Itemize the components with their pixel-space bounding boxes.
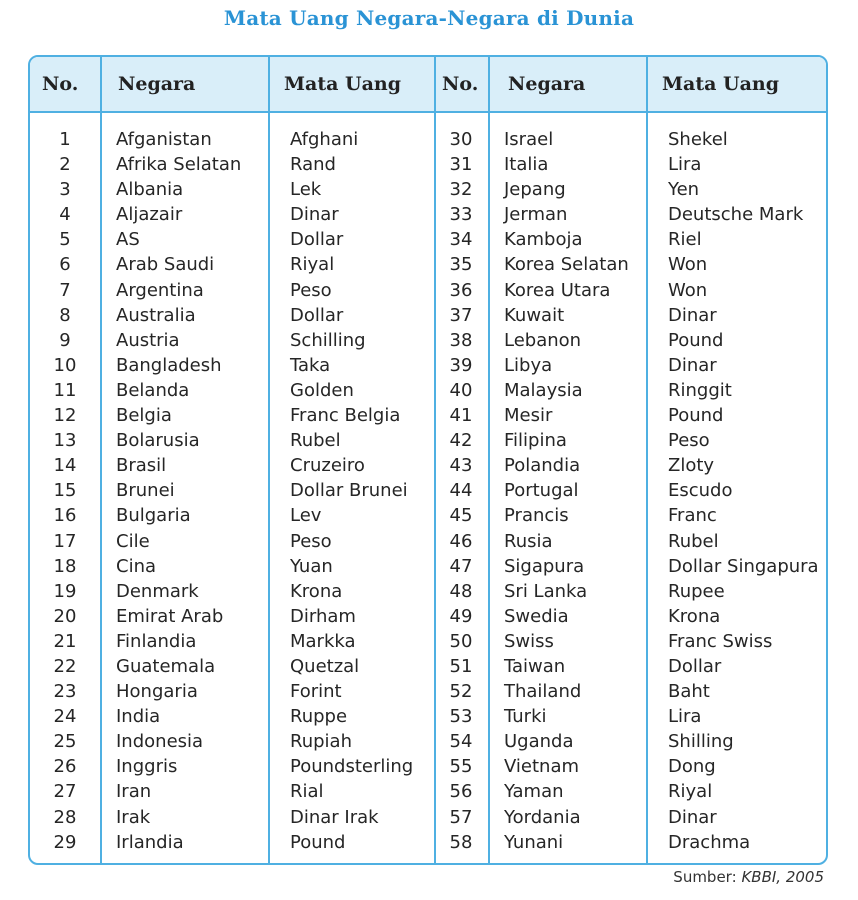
row-number: 56 xyxy=(449,781,473,803)
row-number: 33 xyxy=(449,204,473,226)
currency-name: Yuan xyxy=(290,555,333,577)
header-negara-left: Negara xyxy=(118,73,196,95)
row-number: 34 xyxy=(449,229,473,251)
currency-name: Yen xyxy=(668,179,700,201)
table-row xyxy=(30,805,826,830)
country-name: Finlandia xyxy=(116,630,197,652)
country-name: Belgia xyxy=(116,405,172,427)
currency-name: Krona xyxy=(290,580,343,602)
row-number: 6 xyxy=(59,254,71,276)
row-number: 28 xyxy=(53,806,77,828)
country-name: Rusia xyxy=(504,530,553,552)
row-number: 22 xyxy=(53,655,77,677)
row-number: 13 xyxy=(53,430,77,452)
country-name: India xyxy=(116,706,161,728)
table-row xyxy=(30,604,826,629)
country-name: Mesir xyxy=(504,405,553,427)
row-number: 3 xyxy=(59,179,71,201)
row-number: 11 xyxy=(53,379,77,401)
row-number: 2 xyxy=(59,154,71,176)
currency-name: Baht xyxy=(668,681,710,703)
currency-name: Peso xyxy=(290,279,332,301)
country-name: Kuwait xyxy=(504,304,565,326)
country-name: Emirat Arab xyxy=(116,605,224,627)
currency-name: Dollar xyxy=(668,655,722,677)
row-number: 46 xyxy=(449,530,473,552)
table-body xyxy=(30,127,826,855)
country-name: Sigapura xyxy=(504,555,585,577)
country-name: Guatemala xyxy=(116,655,216,677)
row-number: 30 xyxy=(449,129,473,150)
row-number: 44 xyxy=(449,480,473,502)
country-name: Brunei xyxy=(116,480,175,502)
currency-name: Dirham xyxy=(290,605,356,627)
table-row xyxy=(30,303,826,328)
table-row xyxy=(30,328,826,353)
currency-name: Quetzal xyxy=(290,655,360,677)
country-name: Inggris xyxy=(116,756,178,778)
row-number: 47 xyxy=(449,555,473,577)
country-name: Arab Saudi xyxy=(116,254,215,276)
currency-name: Dinar Irak xyxy=(290,806,379,828)
currency-name: Pound xyxy=(668,405,724,427)
header-negara-right: Negara xyxy=(508,73,586,95)
currency-name: Poundsterling xyxy=(290,756,414,778)
row-number: 26 xyxy=(53,756,77,778)
table-row xyxy=(30,252,826,277)
row-number: 4 xyxy=(59,204,71,226)
row-number: 25 xyxy=(53,731,77,753)
row-number: 31 xyxy=(449,154,473,176)
table-row xyxy=(30,554,826,579)
row-number: 17 xyxy=(53,530,77,552)
country-name: Denmark xyxy=(116,580,199,602)
table-row xyxy=(30,503,826,528)
currency-name: Dollar Brunei xyxy=(290,480,408,502)
row-number: 40 xyxy=(449,379,473,401)
currency-name: Lev xyxy=(290,505,322,527)
row-number: 15 xyxy=(53,480,77,502)
country-name: Iran xyxy=(116,781,152,803)
currency-name: Rupee xyxy=(668,580,725,602)
row-number: 39 xyxy=(449,354,473,376)
header-mata-uang-left: Mata Uang xyxy=(284,73,402,95)
currency-name: Peso xyxy=(668,430,710,452)
currency-name: Zloty xyxy=(668,455,715,477)
row-number: 48 xyxy=(449,580,473,602)
currency-name: Ringgit xyxy=(668,379,732,401)
country-name: Yunani xyxy=(504,831,564,853)
currency-name: Schilling xyxy=(290,329,366,351)
currency-name: Riel xyxy=(668,229,702,251)
currency-name: Cruzeiro xyxy=(290,455,365,477)
currency-name: Afghani xyxy=(290,129,359,150)
row-number: 58 xyxy=(449,831,473,853)
table-row xyxy=(30,654,826,679)
country-name: Aljazair xyxy=(116,204,183,226)
row-number: 24 xyxy=(53,706,77,728)
table-row xyxy=(30,729,826,754)
header-no-right: No. xyxy=(442,73,479,95)
currency-name: Franc Swiss xyxy=(668,630,773,652)
row-number: 14 xyxy=(53,455,77,477)
country-name: Bangladesh xyxy=(116,354,222,376)
currency-name: Golden xyxy=(290,379,354,401)
row-number: 43 xyxy=(449,455,473,477)
row-number: 5 xyxy=(59,229,71,251)
row-number: 53 xyxy=(449,706,473,728)
currency-name: Rubel xyxy=(290,430,341,452)
country-name: Italia xyxy=(504,154,549,176)
currency-name: Pound xyxy=(668,329,724,351)
row-number: 54 xyxy=(449,731,473,753)
table-row xyxy=(30,127,826,152)
table-row xyxy=(30,177,826,202)
country-name: Bulgaria xyxy=(116,505,191,527)
currency-name: Ruppe xyxy=(290,706,348,728)
currency-name: Riyal xyxy=(668,781,713,803)
country-name: Indonesia xyxy=(116,731,204,753)
currency-name: Forint xyxy=(290,681,342,703)
currency-name: Franc Belgia xyxy=(290,405,401,427)
currency-name: Dinar xyxy=(668,806,717,828)
table-row xyxy=(30,378,826,403)
currency-name: Escudo xyxy=(668,480,733,502)
row-number: 36 xyxy=(449,279,473,301)
row-number: 10 xyxy=(53,354,77,376)
country-name: Yordania xyxy=(504,806,581,828)
currency-table xyxy=(28,55,828,865)
table-row xyxy=(30,353,826,378)
currency-name: Won xyxy=(668,254,708,276)
table-row xyxy=(30,779,826,804)
currency-name: Deutsche Mark xyxy=(668,204,804,226)
country-name: Malaysia xyxy=(504,379,583,401)
currency-name: Franc xyxy=(668,505,717,527)
country-name: Afganistan xyxy=(116,129,212,150)
country-name: Sri Lanka xyxy=(504,580,588,602)
country-name: Swedia xyxy=(504,605,569,627)
country-name: Israel xyxy=(504,129,554,150)
table-row xyxy=(30,453,826,478)
country-name: Turki xyxy=(504,706,547,728)
row-number: 19 xyxy=(53,580,77,602)
row-number: 23 xyxy=(53,681,77,703)
table-row xyxy=(30,428,826,453)
table-row xyxy=(30,403,826,428)
table-row xyxy=(30,579,826,604)
country-name: Filipina xyxy=(504,430,567,452)
row-number: 32 xyxy=(449,179,473,201)
row-number: 51 xyxy=(449,655,473,677)
currency-name: Rubel xyxy=(668,530,719,552)
country-name: Prancis xyxy=(504,505,569,527)
currency-name: Peso xyxy=(290,530,332,552)
country-name: Jerman xyxy=(504,204,568,226)
table-row xyxy=(30,152,826,177)
country-name: Albania xyxy=(116,179,184,201)
country-name: Vietnam xyxy=(504,756,580,778)
currency-name: Dollar xyxy=(290,229,344,251)
table-row xyxy=(30,754,826,779)
currency-name: Drachma xyxy=(668,831,751,853)
table-row xyxy=(30,679,826,704)
header-no-left: No. xyxy=(42,73,79,95)
currency-name: Rupiah xyxy=(290,731,352,753)
row-number: 45 xyxy=(449,505,473,527)
currency-name: Dinar xyxy=(668,354,717,376)
row-number: 49 xyxy=(449,605,473,627)
country-name: Cina xyxy=(116,555,157,577)
table-row xyxy=(30,529,826,554)
currency-name: Rand xyxy=(290,154,336,176)
row-number: 27 xyxy=(53,781,77,803)
row-number: 37 xyxy=(449,304,473,326)
country-name: Uganda xyxy=(504,731,574,753)
country-name: Irlandia xyxy=(116,831,184,853)
country-name: Belanda xyxy=(116,379,190,401)
country-name: Swiss xyxy=(504,630,554,652)
currency-name: Lira xyxy=(668,706,702,728)
row-number: 9 xyxy=(59,329,71,351)
row-number: 12 xyxy=(53,405,77,427)
country-name: Bolarusia xyxy=(116,430,200,452)
row-number: 57 xyxy=(449,806,473,828)
row-number: 20 xyxy=(53,605,77,627)
country-name: AS xyxy=(116,229,140,251)
country-name: Yaman xyxy=(504,781,564,803)
row-number: 38 xyxy=(449,329,473,351)
currency-name: Shilling xyxy=(668,731,734,753)
table-row xyxy=(30,704,826,729)
country-name: Australia xyxy=(116,304,196,326)
currency-name: Markka xyxy=(290,630,356,652)
country-name: Argentina xyxy=(116,279,204,301)
currency-name: Lira xyxy=(668,154,702,176)
currency-name: Dollar xyxy=(290,304,344,326)
row-number: 21 xyxy=(53,630,77,652)
currency-name: Lek xyxy=(290,179,322,201)
row-number: 29 xyxy=(53,831,77,853)
table-row xyxy=(30,227,826,252)
country-name: Thailand xyxy=(504,681,582,703)
country-name: Irak xyxy=(116,806,151,828)
row-number: 42 xyxy=(449,430,473,452)
row-number: 16 xyxy=(53,505,77,527)
country-name: Brasil xyxy=(116,455,167,477)
row-number: 35 xyxy=(449,254,473,276)
table-row xyxy=(30,278,826,303)
row-number: 52 xyxy=(449,681,473,703)
country-name: Polandia xyxy=(504,455,581,477)
row-number: 41 xyxy=(449,405,473,427)
table-row xyxy=(30,478,826,503)
table-row xyxy=(30,629,826,654)
page-title: Mata Uang Negara-Negara di Dunia xyxy=(223,6,635,30)
row-number: 7 xyxy=(59,279,71,301)
row-number: 50 xyxy=(449,630,473,652)
country-name: Korea Utara xyxy=(504,279,611,301)
currency-name: Pound xyxy=(290,831,346,853)
currency-name: Taka xyxy=(290,354,331,376)
country-name: Jepang xyxy=(504,179,566,201)
row-number: 1 xyxy=(59,129,71,150)
country-name: Korea Selatan xyxy=(504,254,629,276)
table-header xyxy=(30,57,826,113)
source-reference: KBBI, 2005 xyxy=(741,868,824,886)
country-name: Kamboja xyxy=(504,229,583,251)
currency-name: Riyal xyxy=(290,254,335,276)
source-note xyxy=(673,868,824,886)
currency-name: Won xyxy=(668,279,708,301)
currency-name: Krona xyxy=(668,605,721,627)
country-name: Austria xyxy=(116,329,180,351)
country-name: Afrika Selatan xyxy=(116,154,242,176)
row-number: 8 xyxy=(59,304,71,326)
currency-name: Dong xyxy=(668,756,716,778)
currency-name: Dollar Singapura xyxy=(668,555,819,577)
source-label: Sumber: xyxy=(673,868,737,886)
currency-name: Dinar xyxy=(668,304,717,326)
table-row xyxy=(30,202,826,227)
country-name: Portugal xyxy=(504,480,579,502)
country-name: Libya xyxy=(504,354,553,376)
table-row xyxy=(30,830,826,855)
currency-name: Dinar xyxy=(290,204,339,226)
row-number: 18 xyxy=(53,555,77,577)
header-mata-uang-right: Mata Uang xyxy=(662,73,780,95)
country-name: Cile xyxy=(116,530,150,552)
currency-name: Shekel xyxy=(668,129,728,150)
currency-name: Rial xyxy=(290,781,324,803)
country-name: Lebanon xyxy=(504,329,582,351)
row-number: 55 xyxy=(449,756,473,778)
country-name: Hongaria xyxy=(116,681,198,703)
country-name: Taiwan xyxy=(504,655,566,677)
